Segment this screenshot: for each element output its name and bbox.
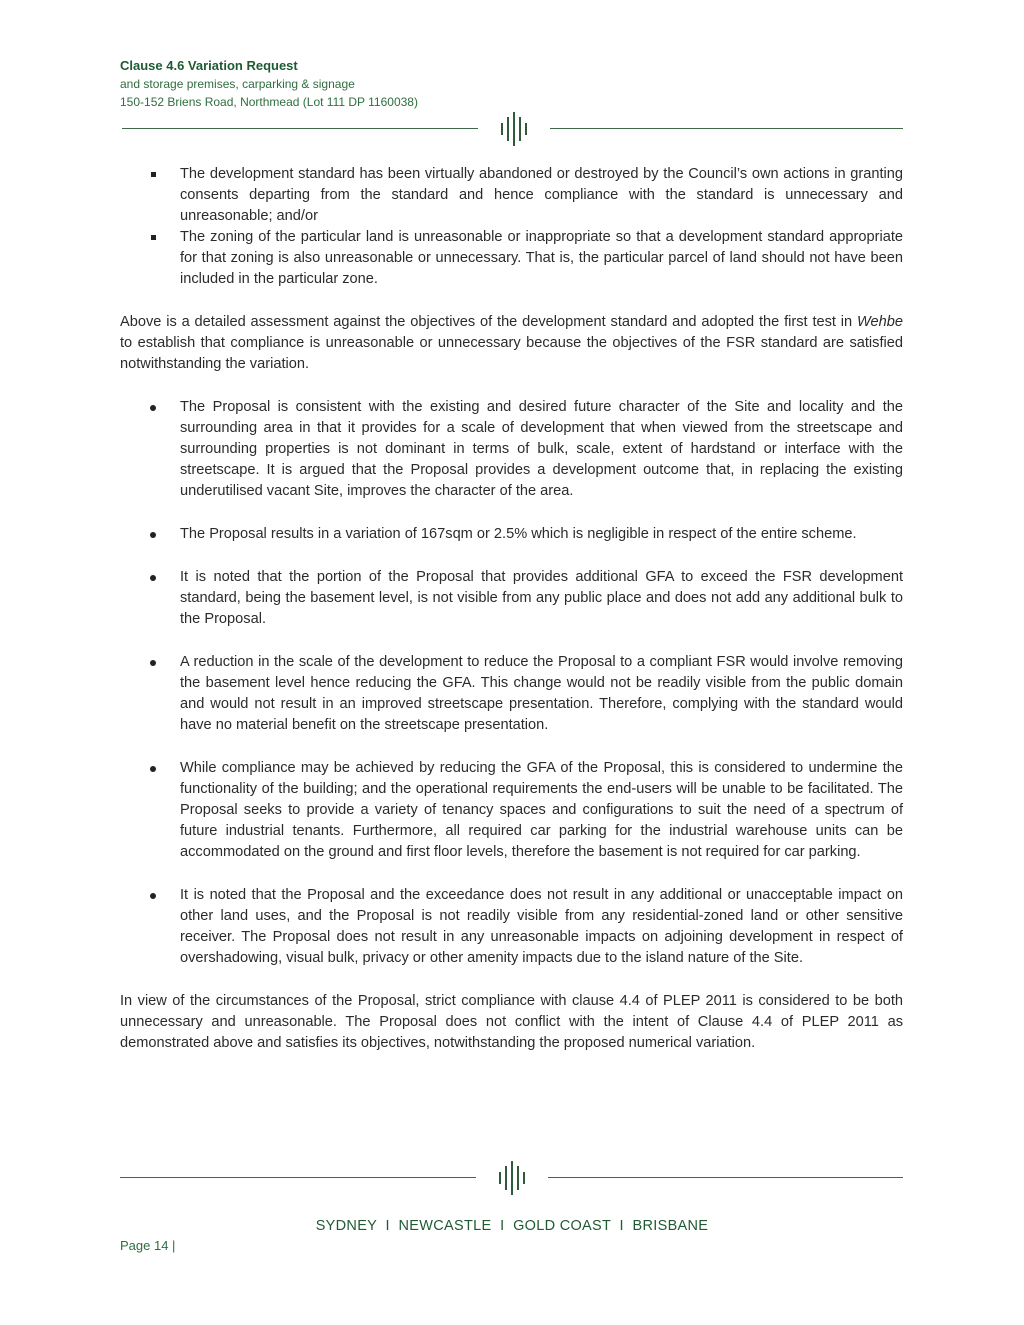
justification-list: [120, 397, 903, 969]
list-item: The zoning of the particular land is unreasonable or inappropriate so that a development standard appropriate for that zoning is also unreasonable or unnecessary. That is, the particular parcel of land should not have been included in the particular zone.: [120, 227, 903, 290]
logo-mark-icon: [500, 112, 528, 146]
list-item: The Proposal is consistent with the existing and desired future character of the Site and locality and the surrounding area in that it provides for a scale of development that when viewed from the streetscape and surrounding properties is not dominant in terms of bulk, scale, extent of hardstand or interface with the streetscape. It is argued that the Proposal provides a development outcome that, in replacing the existing underutilised vacant Site, improves the character of the area.: [120, 397, 903, 502]
list-item: The Proposal results in a variation of 167sqm or 2.5% which is negligible in respect of the entire scheme.: [120, 524, 903, 545]
footer-offices: SYDNEY I NEWCASTLE I GOLD COAST I BRISBANE: [315, 1218, 709, 1234]
case-name: Wehbe: [857, 314, 903, 330]
intro-bullet-list: [120, 164, 903, 290]
header-address: 150-152 Briens Road, Northmead (Lot 111 DP 1160038): [120, 95, 418, 109]
list-item: While compliance may be achieved by reducing the GFA of the Proposal, this is considered to undermine the functionality of the building; and the operational requirements the end-users will be unable to be facilitated. The Proposal seeks to provide a variety of tenancy spaces and configurations to suit the need of a spectrum of future industrial tenants. Furthermore, all required car parking for the industrial warehouse units can be accommodated on the ground and first floor levels, therefore the basement is not required for car parking.: [120, 758, 903, 863]
assessment-paragraph: Above is a detailed assessment against the objectives of the development standard and adopted the first test in Wehbe to establish that compliance is unreasonable or unnecessary because the objectives of the FSR standard are satisfied notwithstanding the variation.: [120, 314, 903, 372]
header-rule-right: [550, 128, 903, 129]
document-title: Clause 4.6 Variation Request: [120, 58, 298, 73]
list-item: It is noted that the Proposal and the exceedance does not result in any additional or unacceptable impact on other land uses, and the Proposal is not readily visible from any residential-zoned land or other sensitive receiver. The Proposal does not result in any unreasonable impacts on adjoining development in respect of overshadowing, visual bulk, privacy or other amenity impacts due to the island nature of the Site.: [120, 885, 903, 969]
list-item: The development standard has been virtually abandoned or destroyed by the Council’s own actions in granting consents departing from the standard and hence compliance with the standard is unnecessary and unreasonable; and/or: [120, 164, 903, 227]
conclusion-paragraph: In view of the circumstances of the Proposal, strict compliance with clause 4.4 of PLEP 2011 is considered to be both unnecessary and unreasonable. The Proposal does not conflict with the intent of Clause 4.4 of PLEP 2011 as demonstrated above and satisfies its objectives, notwithstanding the proposed numerical variation.: [120, 993, 903, 1051]
header-subtitle: and storage premises, carparking & signage: [120, 77, 355, 91]
list-item: A reduction in the scale of the development to reduce the Proposal to a compliant FSR would involve removing the basement level hence reducing the GFA. This change would not be readily visible from the public domain and would not result in an improved streetscape presentation. Therefore, complying with the standard would have no material benefit on the streetscape presentation.: [120, 652, 903, 736]
page-body: [120, 164, 903, 1054]
list-item: It is noted that the portion of the Proposal that provides additional GFA to exceed the FSR development standard, being the basement level, is not visible from any public place and does not add any additional bulk to the Proposal.: [120, 567, 903, 630]
header-rule-left: [122, 128, 478, 129]
logo-mark-icon: [498, 1161, 526, 1195]
page-number: Page 14 |: [120, 1238, 176, 1253]
footer-rule-right: [548, 1177, 903, 1178]
footer-rule-left: [120, 1177, 476, 1178]
